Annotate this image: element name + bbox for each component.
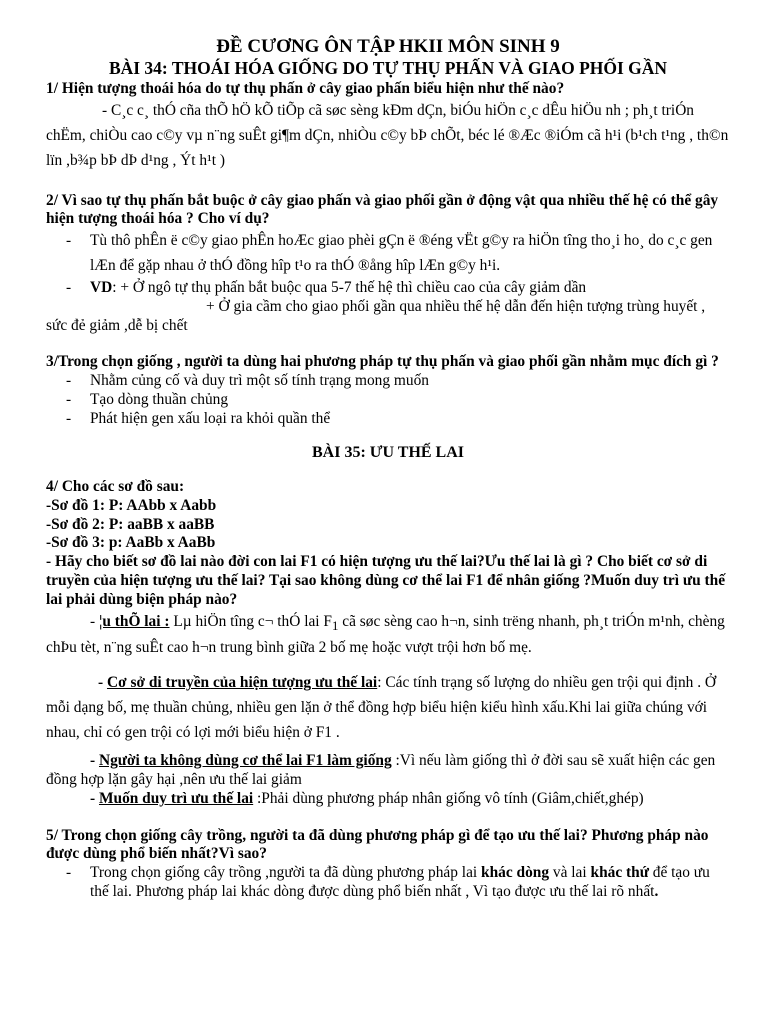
lesson-35-title: BÀI 35: ƯU THẾ LAI — [311, 443, 465, 461]
answer-4-heterosis: - ¦u thÕ lai : Lµ hiÖn tîng c¬ thÓ lai $F_1$ cã søc sèng cao h¬n, sinh trëng nhanh, ph¸t triÓn m¹nh, chèng chÞu tèt, n¨ng suÊt cao h¬n trung bình giữa 2 bố mẹ hoặc vượt trội hơn bố mẹ. — [46, 612, 725, 657]
question-1: 1/ Hiện tượng thoái hóa do tự thụ phấn ở cây giao phấn biểu hiện như thế nào? — [46, 79, 565, 97]
scheme-2: -Sơ đồ 2: P: aaBB x aaBB — [46, 515, 215, 533]
answer-4-maintain: - Muốn duy trì ưu thế lai :Phải dùng phương pháp nhân giống vô tính (Giâm,chiết,ghép) — [90, 789, 644, 807]
answer-3-item-2: - Tạo dòng thuần chủng — [46, 391, 730, 410]
answer-1: - C¸c c¸ thÓ cña thÕ hÖ kÕ tiÕp cã søc sèng kÐm dÇn, biÓu hiÖn c¸c dÊu hiÖu nh ; ph¸t triÓn chËm, chiÒu cao c©y vµ n¨ng suÊt gi¶m dÇn, nhiÒu c©y bÞ chÕt, béc lé ®Æc ®iÓm cã h¹i (b¹ch t¹ng , th©n lïn ,b¾p bÞ dÞ d¹ng , Ýt h¹t ) — [46, 101, 729, 169]
example-1: : + Ở ngô tự thụ phấn bắt buộc qua 5-7 thế hệ thì chiều cao của cây giảm dần — [112, 279, 587, 297]
answer-5-item: - Trong chọn giống cây trồng ,người ta đã dùng phương pháp lai khác dòng và lai khác thứ để tạo ưu thế lai. Phương pháp lai khác dòng được dùng phổ biến nhất , Vì tạo được ưu thế lai rõ nhất. — [46, 864, 730, 902]
answer-4-genetic-basis: - Cơ sở di truyền của hiện tượng ưu thế lai: Các tính trạng số lượng do nhiều gen trội qui định . Ở mỗi dạng bố, mẹ thuần chủng, nhiều gen lặn ở thể đồng hợp biểu hiện kiểu hình xấu.Khi lai giữa chúng với nhau, chỉ có gen trội có lợi mới biểu hiện ở F1 . — [46, 674, 717, 742]
question-5: 5/ Trong chọn giống cây trồng, người ta đã dùng phương pháp gì để tạo ưu thế lai? Phương pháp nào được dùng phổ biến nhất?Vì sao? — [46, 826, 709, 863]
answer-2-example — [46, 279, 730, 298]
answer-3-item-3: - Phát hiện gen xấu loại ra khỏi quần thể — [46, 410, 730, 429]
example-2: + Ở gia cầm cho giao phối gần qua nhiều thế hệ dẫn đến hiện tượng trùng huyết , — [206, 297, 706, 315]
maintain-label: Muốn duy trì ưu thế lai — [98, 789, 254, 807]
question-4: 4/ Cho các sơ đồ sau: — [46, 478, 185, 496]
question-3: 3/Trong chọn giống , người ta dùng hai phương pháp tự thụ phấn và giao phối gần nhằm mục đích gì ? — [46, 353, 719, 371]
genetic-basis-label: Cơ sở di truyền của hiện tượng ưu thế lai — [106, 674, 378, 692]
example-label: VD — [90, 279, 113, 297]
document-title: ĐỀ CƯƠNG ÔN TẬP HKII MÔN SINH 9 — [216, 36, 560, 57]
heterosis-label: ¦u thÕ lai : — [98, 612, 170, 630]
question-4-sub: - Hãy cho biết sơ đồ lai nào đời con lai F1 có hiện tượng ưu thế lai?Ưu thế lai là gì ? Cho biết cơ sở di truyền của hiện tượng ưu thế lai? Tại sao không dùng cơ thể lai F1 để nhân giống ?Muốn duy trì ưu thế lai phải dùng biện pháp nào? — [46, 553, 726, 608]
scheme-3: -Sơ đồ 3: p: AaBb x AaBb — [46, 534, 216, 552]
answer-5-list — [46, 864, 730, 902]
no-f1-label: Người ta không dùng cơ thể lai F1 làm giống — [98, 752, 392, 770]
scheme-1: -Sơ đồ 1: P: AAbb x Aabb — [46, 496, 217, 514]
answer-3-list — [46, 372, 730, 428]
answer-3-item-1: - Nhằm củng cố và duy trì một số tính trạng mong muốn — [46, 372, 730, 391]
question-2: 2/ Vì sao tự thụ phấn bắt buộc ở cây giao phấn và giao phối gần ở động vật qua nhiều thế hệ có thể gây hiện tượng thoái hóa ? Cho ví dụ? — [46, 191, 719, 228]
lesson-34-title: BÀI 34: THOÁI HÓA GIỐNG DO TỰ THỤ PHẤN VÀ GIAO PHỐI GẦN — [108, 57, 668, 78]
answer-2-list — [46, 229, 730, 298]
example-2-continued: sức đẻ giảm ,dễ bị chết — [46, 316, 188, 334]
answer-4-no-f1: - Người ta không dùng cơ thể lai F1 làm giống :Vì nếu làm giống thì ở đời sau sẽ xuất hiện các gen đồng hợp lặn gây hại ,nên ưu thế lai giảm — [46, 752, 716, 788]
answer-2-item: - Tù thô phÊn ë c©y giao phÊn hoÆc giao phèi gÇn ë ®éng vËt g©y ra hiÖn tîng tho¸i ho¸ do c¸c gen lÆn để gặp nhau ở thÓ đồng hîp t¹o ra thÓ ®ång hîp lÆn g©y h¹i. — [46, 229, 730, 279]
